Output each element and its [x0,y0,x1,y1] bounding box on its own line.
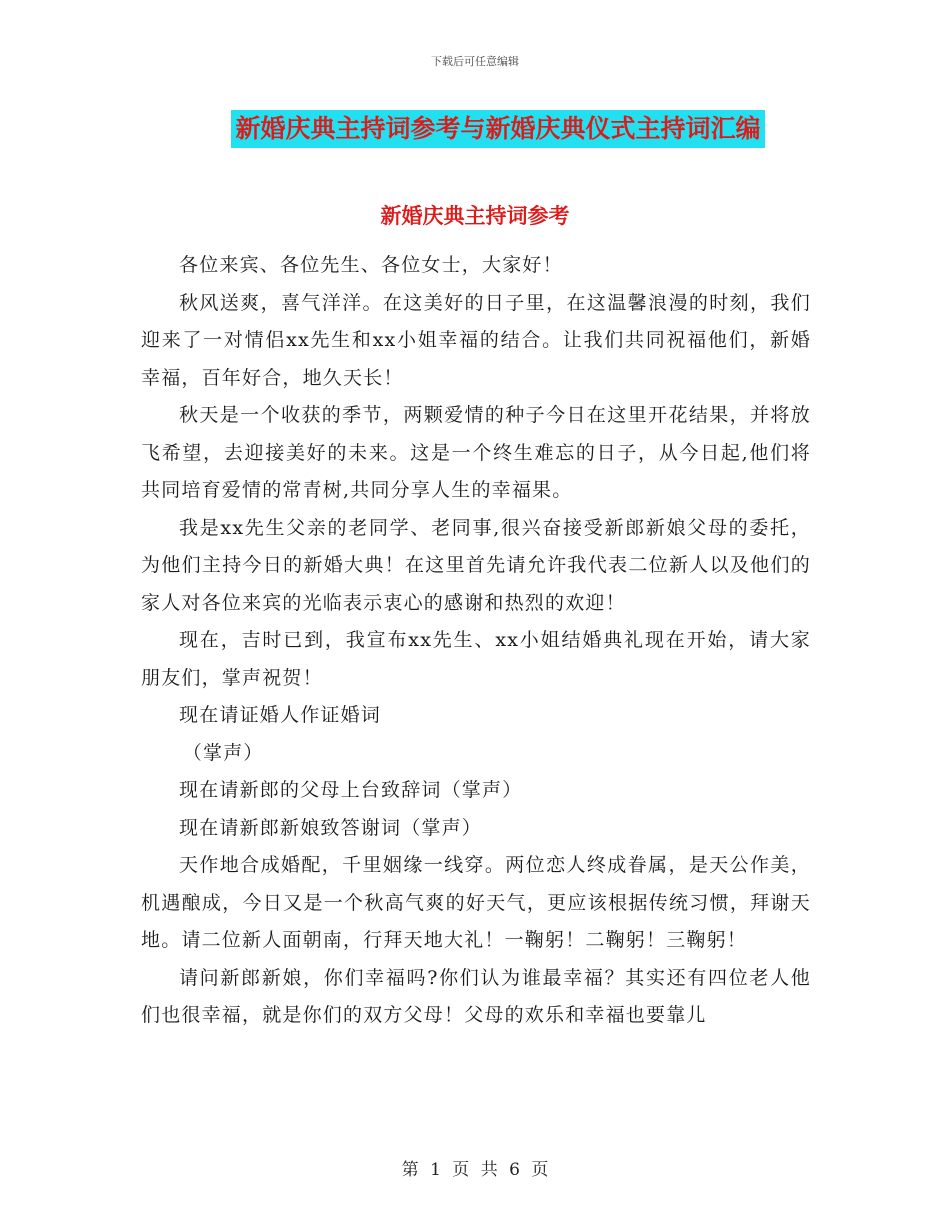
paragraph: 请问新郎新娘，你们幸福吗?你们认为谁最幸福？其实还有四位老人他们也很幸福，就是你们的双方父母！父母的欢乐和幸福也要靠儿 [141,966,811,1026]
section-title: 新婚庆典主持词参考 [380,203,570,228]
page-number-footer: 第 1 页 共 6 页 [401,1160,549,1180]
paragraph-applause: （掌声） [182,741,264,764]
paragraph: 现在请证婚人作证婚词 [179,704,382,726]
body-text [141,247,811,1035]
paragraph: 秋风送爽，喜气洋洋。在这美好的日子里，在这温馨浪漫的时刻，我们迎来了一对情侣xx先生和xx小姐幸福的结合。让我们共同祝福他们，新婚幸福，百年好合，地久天长！ [141,291,811,389]
paragraph: 秋天是一个收获的季节，两颗爱情的种子今日在这里开花结果，并将放飞希望，去迎接美好的未来。这是一个终生难忘的日子，从今日起,他们将共同培育爱情的常青树,共同分享人生的幸福果。 [141,404,811,501]
paragraph: 我是xx先生父亲的老同学、老同事,很兴奋接受新郎新娘父母的委托，为他们主持今日的新婚大典！在这里首先请允许我代表二位新人以及他们的家人对各位来宾的光临表示衷心的感谢和热烈的欢迎！ [141,516,811,614]
header-note: 下载后可任意编辑 [431,55,519,68]
paragraph: 现在请新郎的父母上台致辞词（掌声） [179,779,523,801]
paragraph: 现在请新郎新娘致答谢词（掌声） [179,816,483,839]
paragraph-greeting: 各位来宾、各位先生、各位女士，大家好！ [179,254,563,276]
main-title-container [0,110,950,148]
paragraph: 现在，吉时已到，我宣布xx先生、xx小姐结婚典礼现在开始，请大家朋友们，掌声祝贺！ [141,629,811,689]
main-title: 新婚庆典主持词参考与新婚庆典仪式主持词汇编 [231,110,764,148]
paragraph: 天作地合成婚配，千里姻缘一线穿。两位恋人终成眷属，是天公作美，机遇酿成，今日又是一个秋高气爽的好天气，更应该根据传统习惯，拜谢天地。请二位新人面朝南，行拜天地大礼！一鞠躬！二鞠躬！三鞠躬！ [141,854,811,951]
